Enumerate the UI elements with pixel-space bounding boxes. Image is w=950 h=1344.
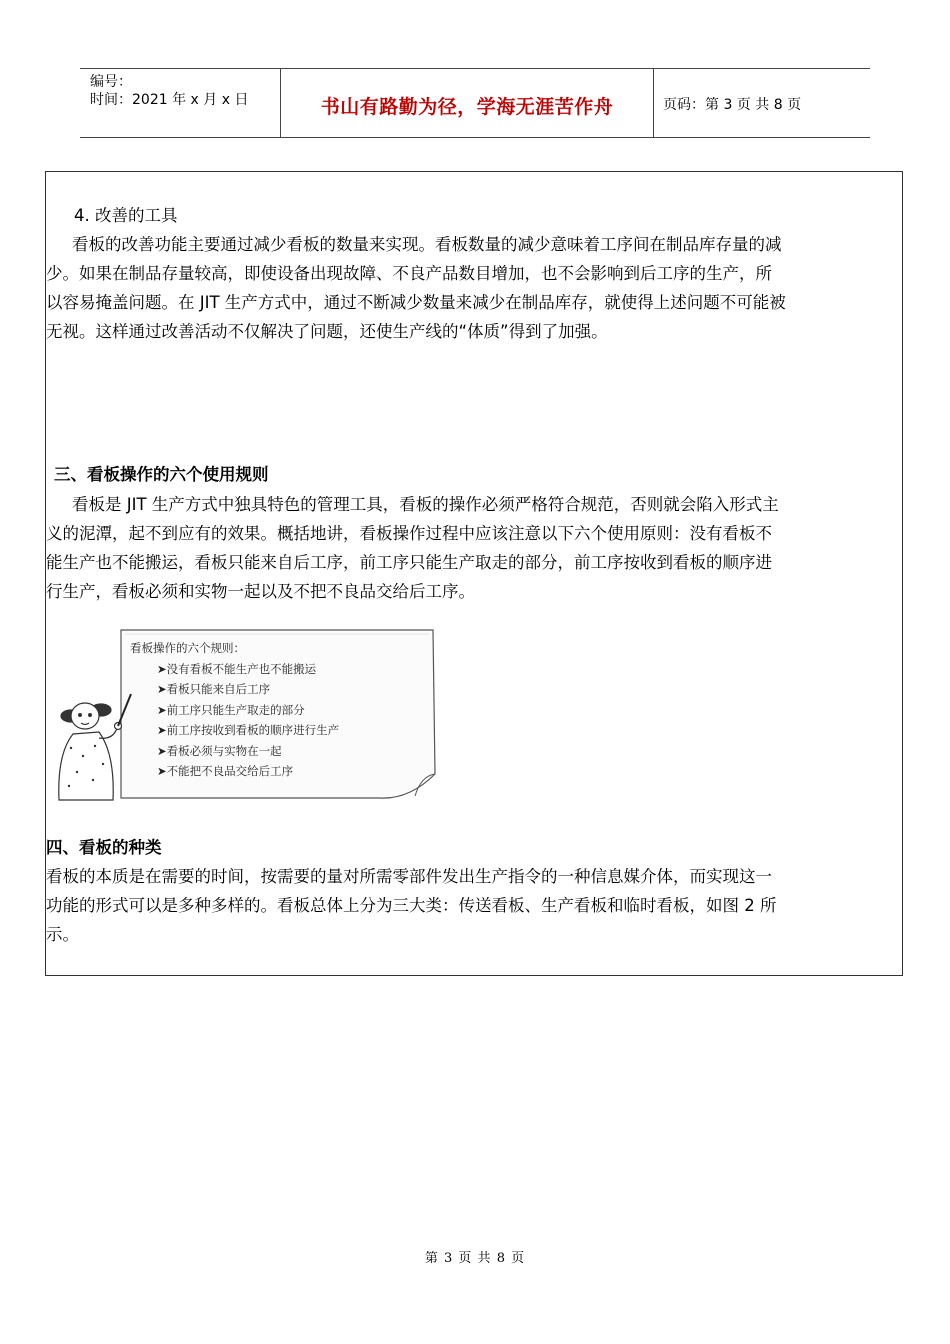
illustration-text xyxy=(130,638,339,782)
arrow-icon: ➤ xyxy=(157,661,167,676)
section-heading-kanban-types: 四、看板的种类 xyxy=(46,838,162,857)
section-heading-six-rules: 三、看板操作的六个使用规则 xyxy=(54,465,269,484)
rule-item xyxy=(157,761,339,782)
section-heading-improvement-tool: 4. 改善的工具 xyxy=(74,206,178,225)
rule-text: 前工序只能生产取走的部分 xyxy=(166,702,305,717)
paragraph-line: 看板的改善功能主要通过减少看板的数量来实现。看板数量的减少意味着工序间在制品库存量的减 xyxy=(72,235,782,254)
header-motto: 书山有路勤为径，学海无涯苦作舟 xyxy=(320,96,614,118)
rule-item xyxy=(157,700,339,721)
rule-text: 没有看板不能生产也不能搬运 xyxy=(166,661,317,676)
arrow-icon: ➤ xyxy=(157,764,167,778)
paragraph-line: 义的泥潭，起不到应有的效果。概括地讲，看板操作过程中应该注意以下六个使用原则：没有看板不 xyxy=(46,524,772,543)
arrow-icon: ➤ xyxy=(157,682,167,696)
arrow-icon: ➤ xyxy=(157,702,167,717)
paragraph-line: 看板的本质是在需要的时间，按需要的量对所需零部件发出生产指令的一种信息媒介体，而实现这一 xyxy=(46,867,772,886)
rule-item xyxy=(157,720,339,741)
header-page-info: 页码：第 3 页 共 8 页 xyxy=(663,97,802,113)
rule-text: 看板必须与实物在一起 xyxy=(166,743,282,758)
teacher-figure xyxy=(59,694,131,800)
paragraph-line: 示。 xyxy=(46,925,79,944)
header-page-cell xyxy=(653,69,870,137)
header-meta-cell xyxy=(80,69,280,137)
rule-text: 前工序按收到看板的顺序进行生产 xyxy=(166,723,340,737)
arrow-icon: ➤ xyxy=(157,723,167,737)
rule-item xyxy=(157,741,339,762)
rule-text: 看板只能来自后工序 xyxy=(166,682,271,696)
content-box xyxy=(45,171,903,976)
paragraph-line: 以容易掩盖问题。在 JIT 生产方式中，通过不断减少数量来减少在制品库存，就使得上述问题不可能被 xyxy=(46,293,786,312)
paragraph-line: 看板是 JIT 生产方式中独具特色的管理工具，看板的操作必须严格符合规范，否则就会陷入形式主 xyxy=(72,495,779,514)
document-number-label: 编号： xyxy=(90,74,132,90)
illustration-rule-list xyxy=(130,659,339,782)
page-footer: 第 3 页 共 8 页 xyxy=(424,1251,526,1266)
document-date-label: 时间：2021 年 x 月 x 日 xyxy=(90,92,249,108)
header-motto-cell xyxy=(280,69,654,137)
paragraph-line: 能生产也不能搬运，看板只能来自后工序，前工序只能生产取走的部分，前工序按收到看板的顺序进 xyxy=(46,553,772,572)
paragraph-line: 行生产，看板必须和实物一起以及不把不良品交给后工序。 xyxy=(46,582,475,601)
arrow-icon: ➤ xyxy=(157,743,167,758)
document-header xyxy=(80,68,870,138)
illustration-title: 看板操作的六个规则： xyxy=(130,641,245,655)
rule-text: 不能把不良品交给后工序 xyxy=(166,764,294,778)
paragraph-line: 少。如果在制品存量较高，即使设备出现故障、不良产品数目增加，也不会影响到后工序的生产，所 xyxy=(46,264,772,283)
paragraph-line: 功能的形式可以是多种多样的。看板总体上分为三大类：传送看板、生产看板和临时看板，如图 2 所 xyxy=(46,896,777,915)
rule-item xyxy=(157,659,339,680)
rule-item xyxy=(157,679,339,700)
paragraph-line: 无视。这样通过改善活动不仅解决了问题，还使生产线的“体质”得到了加强。 xyxy=(46,322,608,341)
